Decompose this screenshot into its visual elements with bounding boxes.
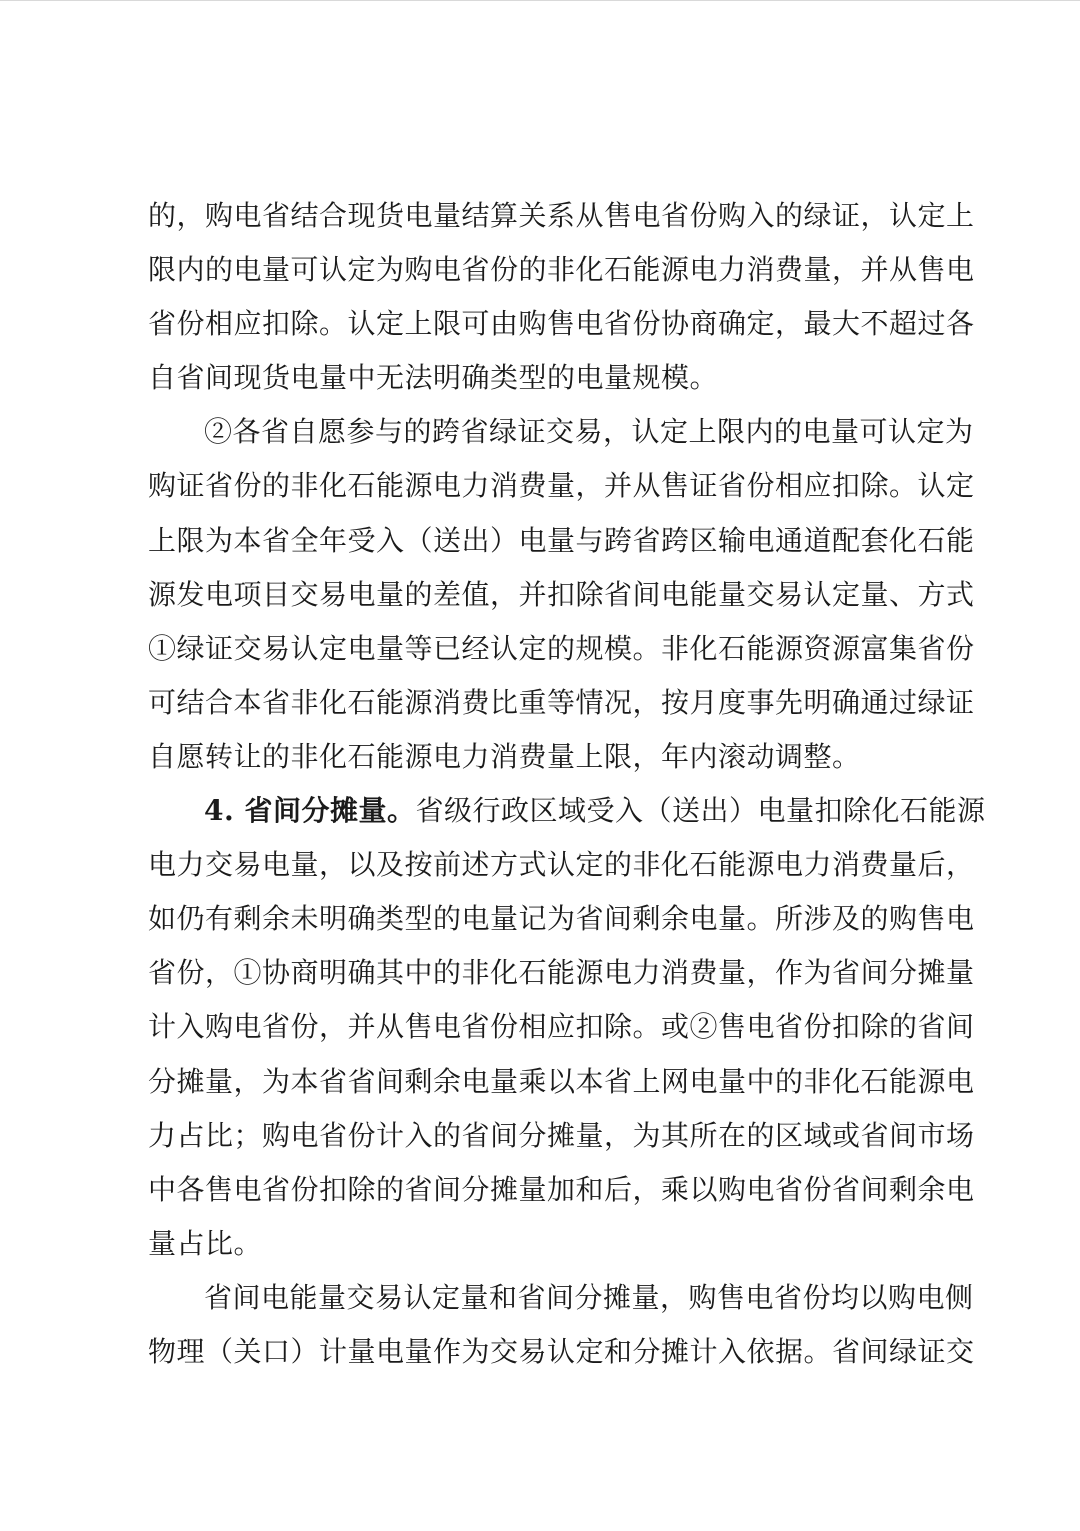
- text-line-13: 电力交易电量，以及按前述方式认定的非化石能源电力消费量后，: [148, 848, 975, 882]
- text-line-14: 如仍有剩余未明确类型的电量记为省间剩余电量。所涉及的购售电: [148, 902, 975, 936]
- text-line-6: 购证省份的非化石能源电力消费量，并从售证省份相应扣除。认定: [148, 469, 975, 503]
- text-line-9: ①绿证交易认定电量等已经认定的规模。非化石能源资源富集省份: [148, 631, 975, 665]
- text-line-18: 力占比；购电省份计入的省间分摊量，为其所在的区域或省间市场: [148, 1118, 975, 1152]
- text-line-12: [148, 784, 986, 838]
- text-line-10: 可结合本省非化石能源消费比重等情况，按月度事先明确通过绿证: [148, 685, 975, 719]
- text-line-3: 省份相应扣除。认定上限可由购售电省份协商确定，最大不超过各: [148, 307, 975, 341]
- text-line-22: 物理（关口）计量电量作为交易认定和分摊计入依据。省间绿证交: [148, 1334, 975, 1368]
- text-line-21: 省间电能量交易认定量和省间分摊量，购售电省份均以购电侧: [204, 1280, 974, 1314]
- text-line-16: 计入购电省份，并从售电省份相应扣除。或②售电省份扣除的省间: [148, 1010, 975, 1044]
- text-line-7: 上限为本省全年受入（送出）电量与跨省跨区输电通道配套化石能: [148, 523, 975, 557]
- text-line-20: 量占比。: [148, 1226, 263, 1260]
- text-line-5: ②各省自愿参与的跨省绿证交易，认定上限内的电量可认定为: [204, 415, 974, 449]
- text-line-1: 的，购电省结合现货电量结算关系从售电省份购入的绿证，认定上: [148, 199, 975, 232]
- section-heading-4: 4. 省间分摊量。: [204, 794, 416, 828]
- text-line-19: 中各售电省份扣除的省间分摊量加和后，乘以购电省份省间剩余电: [148, 1172, 975, 1206]
- text-line-2: 限内的电量可认定为购电省份的非化石能源电力消费量，并从售电: [148, 253, 975, 287]
- text-line-11: 自愿转让的非化石能源电力消费量上限，年内滚动调整。: [148, 739, 861, 773]
- text-line-12-body: 省级行政区域受入（送出）电量扣除化石能源: [415, 794, 986, 828]
- text-line-17: 分摊量，为本省省间剩余电量乘以本省上网电量中的非化石能源电: [148, 1064, 975, 1098]
- body-text: [148, 189, 986, 1379]
- text-line-4: 自省间现货电量中无法明确类型的电量规模。: [148, 361, 719, 395]
- text-line-8: 源发电项目交易电量的差值，并扣除省间电能量交易认定量、方式: [148, 577, 975, 611]
- text-line-15: 省份，①协商明确其中的非化石能源电力消费量，作为省间分摊量: [148, 956, 975, 990]
